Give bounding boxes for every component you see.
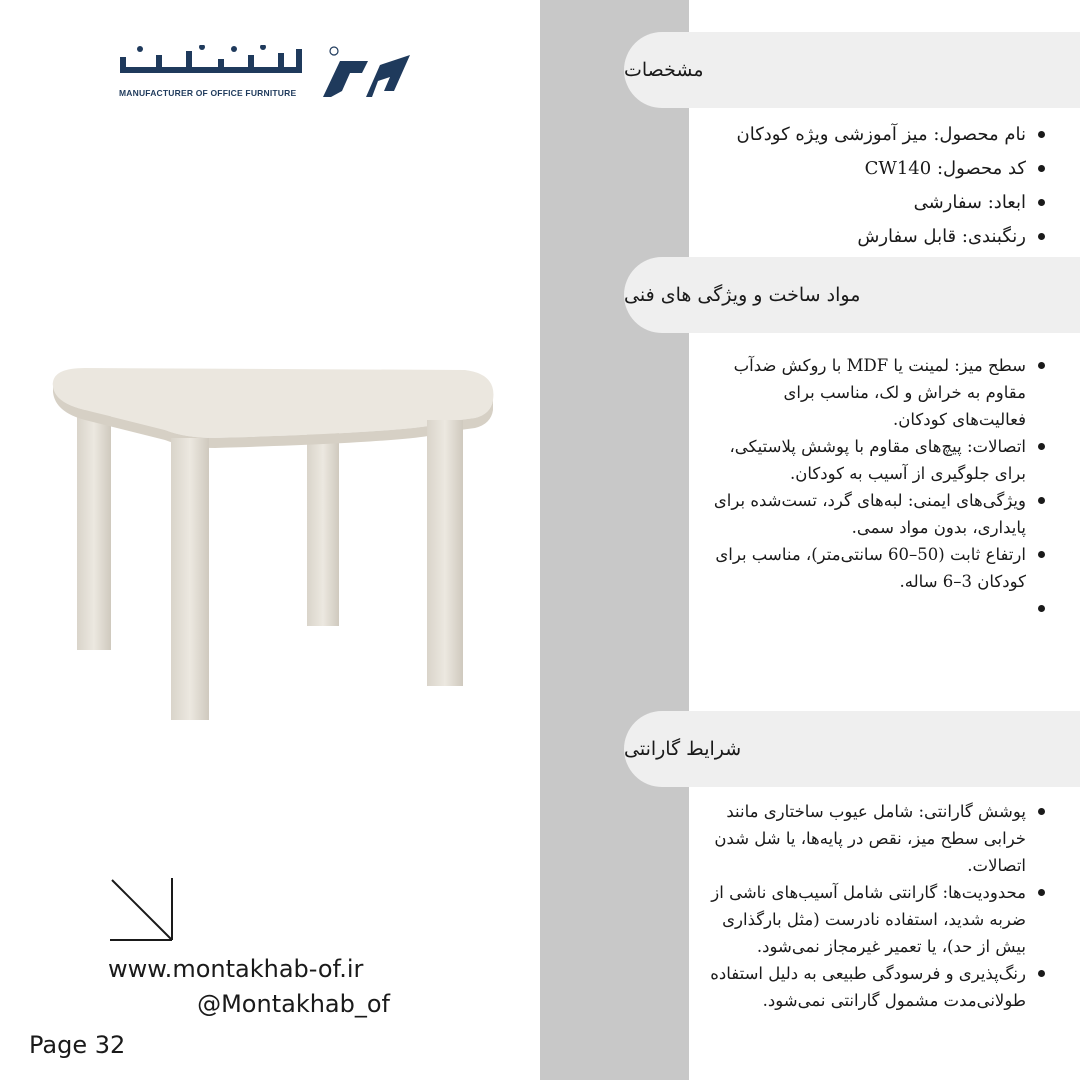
list-item-empty	[705, 595, 1050, 625]
list-item: ارتفاع ثابت (50–60 سانتی‌متر)، مناسب برای کودکان 3–6 ساله.	[705, 541, 1050, 595]
list-item: رنگ‌پذیری و فرسودگی طبیعی به دلیل استفاده طولانی‌مدت مشمول گارانتی نمی‌شود.	[705, 960, 1050, 1014]
list-item: پوشش گارانتی: شامل عیوب ساختاری مانند خرابی سطح میز، نقص در پایه‌ها، یا شل شدن اتصالات.	[705, 798, 1050, 879]
section-header-warranty	[624, 711, 1080, 787]
list-item: ویژگی‌های ایمنی: لبه‌های گرد، تست‌شده برای پایداری، بدون مواد سمی.	[705, 487, 1050, 541]
section-title: شرایط گارانتی	[624, 738, 742, 760]
page-number: Page 32	[29, 1031, 126, 1059]
list-item: اتصالات: پیچ‌های مقاوم با پوشش پلاستیکی، برای جلوگیری از آسیب به کودکان.	[705, 433, 1050, 487]
table-leg-front-right	[427, 420, 463, 686]
table-leg-back-right	[307, 420, 339, 626]
kids-table-illustration	[45, 360, 505, 730]
list-item: ابعاد: سفارشی	[650, 186, 1050, 220]
section-title: مواد ساخت و ویژگی های فنی	[624, 284, 861, 306]
list-item: سطح میز: لمینت یا MDF با روکش ضدآب مقاوم به خراش و لک، مناسب برای فعالیت‌های کودکان.	[705, 352, 1050, 433]
instagram-handle[interactable]: @Montakhab_of	[197, 990, 390, 1018]
table-leg-front-left	[171, 438, 209, 720]
list-item: نام محصول: میز آموزشی ویژه کودکان	[650, 118, 1050, 152]
specs-list	[650, 118, 1050, 254]
website-link[interactable]: www.montakhab-of.ir	[108, 955, 364, 983]
list-item: کد محصول: CW140	[650, 152, 1050, 186]
arrow-down-right-icon	[108, 876, 176, 944]
table-leg-back-left	[77, 410, 111, 650]
brand-tagline: MANUFACTURER OF OFFICE FURNITURE	[119, 88, 297, 98]
section-header-technical	[624, 257, 1080, 333]
product-image	[45, 360, 505, 730]
technical-list	[705, 352, 1050, 625]
section-title: مشخصات	[624, 59, 704, 81]
section-header-specs	[624, 32, 1080, 108]
list-item: محدودیت‌ها: گارانتی شامل آسیب‌های ناشی از ضربه شدید، استفاده نادرست (مثل بارگذاری بیش از حد)، یا تعمیر غیرمجاز نمی‌شود.	[705, 879, 1050, 960]
warranty-list	[705, 798, 1050, 1014]
list-item: رنگبندی: قابل سفارش	[650, 220, 1050, 254]
